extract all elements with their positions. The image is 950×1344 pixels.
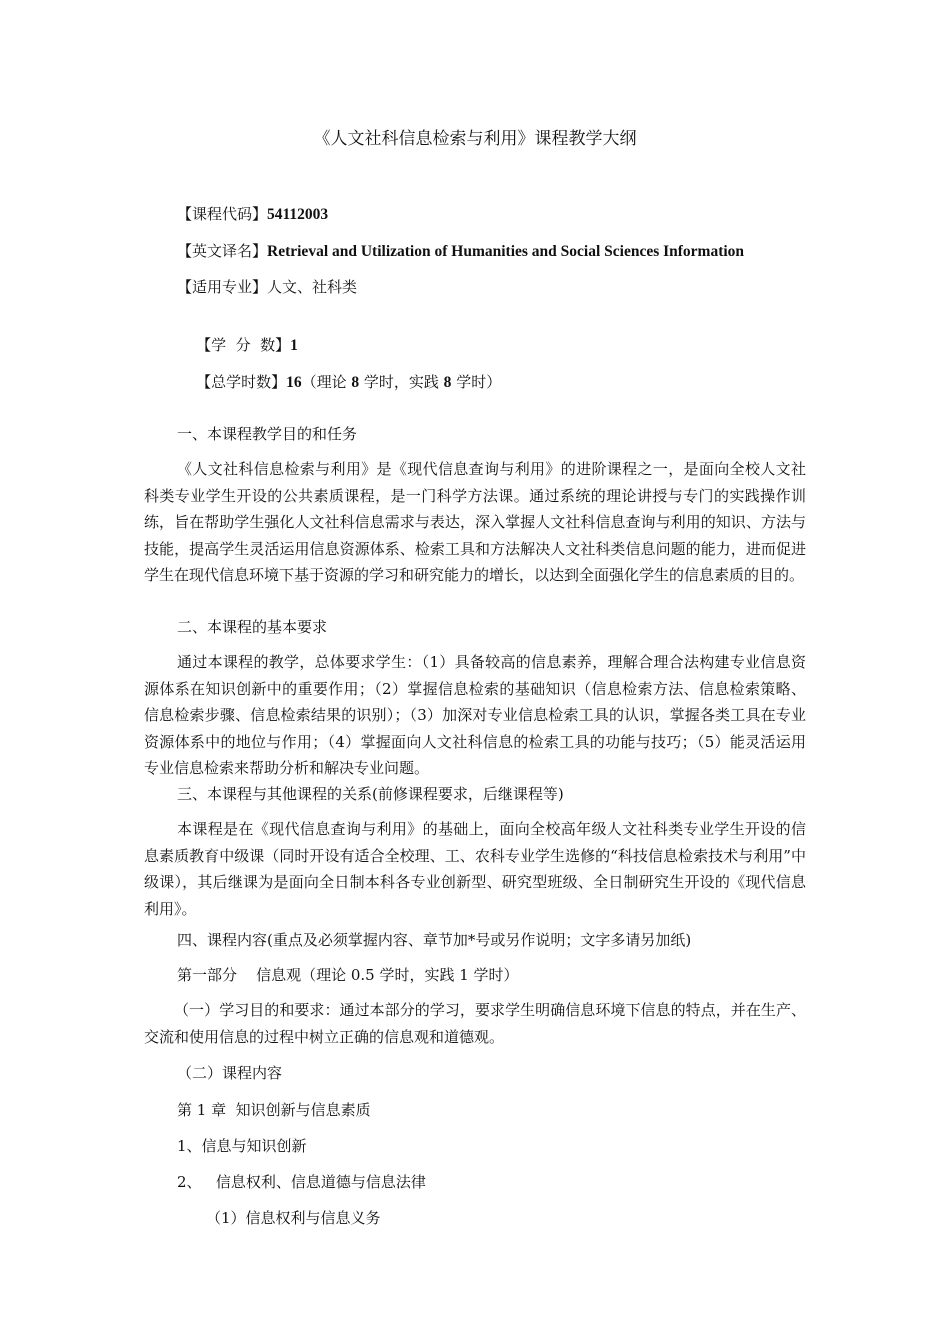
section-2-heading: 二、本课程的基本要求 [177,618,328,636]
course-code-label: 【课程代码】 [177,205,268,223]
section-4-heading: 四、课程内容(重点及必须掌握内容、章节加*号或另作说明；文字多请另加纸) [177,931,692,949]
part-1-content-heading: （二）课程内容 [177,1064,283,1082]
hours-practice: 8 [443,374,452,391]
credit-value: 1 [290,337,298,354]
item-2-1: （1）信息权利与信息义务 [206,1209,381,1227]
hours-detail-c: 学时） [451,373,502,391]
credit-label: 【学 分 数】 [196,336,291,354]
item-2: 2、 信息权利、信息道德与信息法律 [177,1173,426,1191]
english-name-label: 【英文译名】 [177,242,268,260]
course-code-row [177,203,328,226]
major-row [177,276,357,298]
chapter-1-title: 第 1 章 知识创新与信息素质 [177,1101,371,1119]
hours-detail-a: （理论 [301,373,352,391]
hours-theory: 8 [351,374,360,391]
hours-value: 16 [286,374,302,391]
major-value: 人文、社科类 [267,278,358,296]
hours-label: 【总学时数】 [196,373,287,391]
course-code-value: 54112003 [267,206,329,223]
item-1: 1、信息与知识创新 [177,1137,307,1155]
part-1-title: 第一部分 信息观（理论 0.5 学时，实践 1 学时） [177,966,519,984]
english-name-row [177,240,744,263]
hours-detail-b: 学时，实践 [359,373,444,391]
part-1-goal: （一）学习目的和要求：通过本部分的学习，要求学生明确信息环境下信息的特点，并在生产、交流和使用信息的过程中树立正确的信息观和道德观。 [144,1001,806,1046]
section-1-heading: 一、本课程教学目的和任务 [177,425,358,443]
hours-row [177,349,501,416]
section-1-body: 《人文社科信息检索与利用》是《现代信息查询与利用》的进阶课程之一，是面向全校人文社科类专业学生开设的公共素质课程，是一门科学方法课。通过系统的理论讲授与专门的实践操作训练，旨在帮助学生强化人文社科信息需求与表达，深入掌握人文社科信息查询与利用的知识、方法与技能，提高学生灵活运用信息资源体系、检索工具和方法解决人文社科类信息问题的能力，进而促进学生在现代信息环境下基于资源的学习和研究能力的增长，以达到全面强化学生的信息素质的目的。 [144,460,806,584]
document-title: 《人文社科信息检索与利用》课程教学大纲 [313,129,637,149]
section-3-heading: 三、本课程与其他课程的关系(前修课程要求，后继课程等) [177,785,564,803]
section-2-body: 通过本课程的教学，总体要求学生：（1）具备较高的信息素养，理解合理合法构建专业信息资源体系在知识创新中的重要作用；（2）掌握信息检索的基础知识（信息检索方法、信息检索策略、信息检索步骤、信息检索结果的识别）；（3）加深对专业信息检索工具的认识，掌握各类工具在专业资源体系中的地位与作用；（4）掌握面向人文社科信息的检索工具的功能与技巧；（5）能灵活运用专业信息检索来帮助分析和解决专业问题。 [144,653,806,777]
english-name-value: Retrieval and Utilization of Humanities and Social Sciences Information [267,243,745,260]
section-3-body: 本课程是在《现代信息查询与利用》的基础上，面向全校高年级人文社科类专业学生开设的信息素质教育中级课（同时开设有适合全校理、工、农科专业学生选修的“科技信息检索技术与利用”中级课），其后继课为是面向全日制本科各专业创新型、研究型班级、全日制研究生开设的《现代信息利用》。 [144,820,806,918]
major-label: 【适用专业】 [177,278,268,296]
